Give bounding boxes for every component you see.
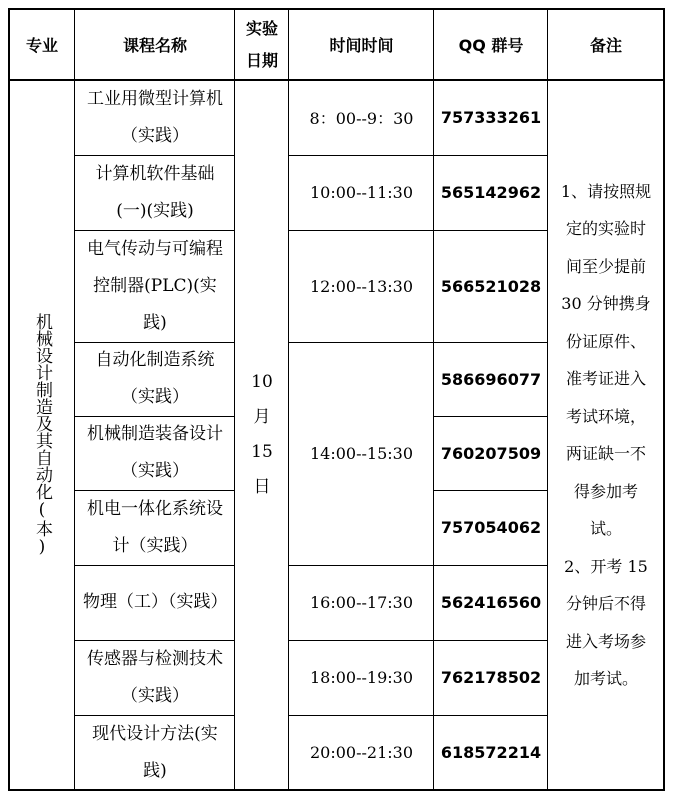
row-divider [433,230,548,231]
column-divider [433,8,434,791]
row-divider [288,565,434,566]
time-cell: 14:00--15:30 [309,444,414,463]
qq-group-cell: 757333261 [440,108,542,127]
row-divider [74,416,235,417]
header-date [235,9,289,80]
row-divider [288,640,434,641]
table-border-bottom [8,789,665,791]
major-cell: 机械设计制造及其自动化(本) [32,313,52,557]
time-cell: 16:00--17:30 [309,593,414,612]
remarks-line: 分钟后不得 [565,594,646,613]
row-divider [433,715,548,716]
remarks-line: 试。 [589,519,622,538]
qq-group-cell: 618572214 [440,743,542,762]
row-divider [288,342,434,343]
date-line: 10 [251,372,273,392]
row-divider [288,230,434,231]
remarks-line: 2、开考 15 [564,556,648,576]
column-divider [547,8,548,791]
row-divider [433,565,548,566]
header-course: 课程名称 [122,36,187,55]
time-cell: 20:00--21:30 [309,743,414,762]
row-divider [74,640,235,641]
column-divider [234,8,235,791]
qq-group-cell: 762178502 [440,668,542,687]
row-divider [74,230,235,231]
course-cell: 传感器与检测技术（实践） [87,648,223,706]
remarks-line: 定的实验时 [565,219,646,238]
qq-group-cell: 760207509 [440,443,542,463]
course-cell: 机电一体化系统设计（实践） [87,498,223,556]
header-date-line-2: 日期 [245,50,278,70]
remarks-line: 得参加考 [573,481,638,501]
time-cell: 10:00--11:30 [309,183,414,202]
date-line: 月 [253,407,271,427]
column-divider [74,8,75,791]
course-cell: 自动化制造系统（实践） [95,350,215,407]
table-border-right [663,8,665,791]
row-divider [74,342,235,343]
remarks-line: 考试环境， [565,406,646,426]
remarks-line: 准考证进入 [565,369,646,388]
course-cell: 物理（工）（实践） [83,592,228,612]
remarks-cell [548,80,664,790]
qq-group-cell: 586696077 [440,369,542,389]
row-divider [433,155,548,156]
remarks-line: 间至少提前 [565,256,646,276]
row-divider [74,490,235,491]
qq-group-cell: 566521028 [440,276,542,296]
header-major: 专业 [25,36,58,55]
qq-group-cell: 565142962 [440,183,542,202]
row-divider [74,155,235,156]
row-divider [433,490,548,491]
course-cell: 机械制造装备设计（实践） [87,424,223,481]
header-date-line-1: 实验 [245,18,278,38]
row-divider [433,416,548,417]
time-cell: 12:00--13:30 [309,276,414,296]
date-line: 15 [251,442,273,462]
header-time: 时间时间 [329,36,394,55]
header-divider [8,79,665,81]
remarks-line: 进入考场参 [565,631,646,651]
table-border-left [8,8,10,791]
column-divider [288,8,289,791]
row-divider [74,715,235,716]
header-remarks: 备注 [589,36,622,55]
row-divider [288,715,434,716]
remarks-line: 两证缺一不 [565,444,646,463]
date-cell [235,80,289,790]
course-cell: 计算机软件基础(一)(实践) [95,163,215,221]
row-divider [433,342,548,343]
row-divider [433,640,548,641]
date-line: 日 [253,477,271,497]
remarks-line: 份证原件、 [565,331,646,351]
table-border-top [8,8,665,10]
header-qq: QQ 群号 [458,36,524,55]
remarks-line: 加考试。 [573,669,638,688]
qq-group-cell: 562416560 [440,593,542,612]
remarks-line: 30 分钟携身 [561,294,651,313]
row-divider [288,155,434,156]
course-cell: 工业用微型计算机 （实践） [87,88,223,146]
qq-group-cell: 757054062 [440,518,542,537]
course-cell: 现代设计方法(实践) [92,723,218,781]
course-cell: 电气传动与可编程控制器(PLC)(实践) [87,238,223,333]
time-cell: 18:00--19:30 [309,668,414,687]
remarks-line: 1、请按照规 [560,181,652,201]
row-divider [74,565,235,566]
time-cell: 8：00--9：30 [309,109,414,128]
